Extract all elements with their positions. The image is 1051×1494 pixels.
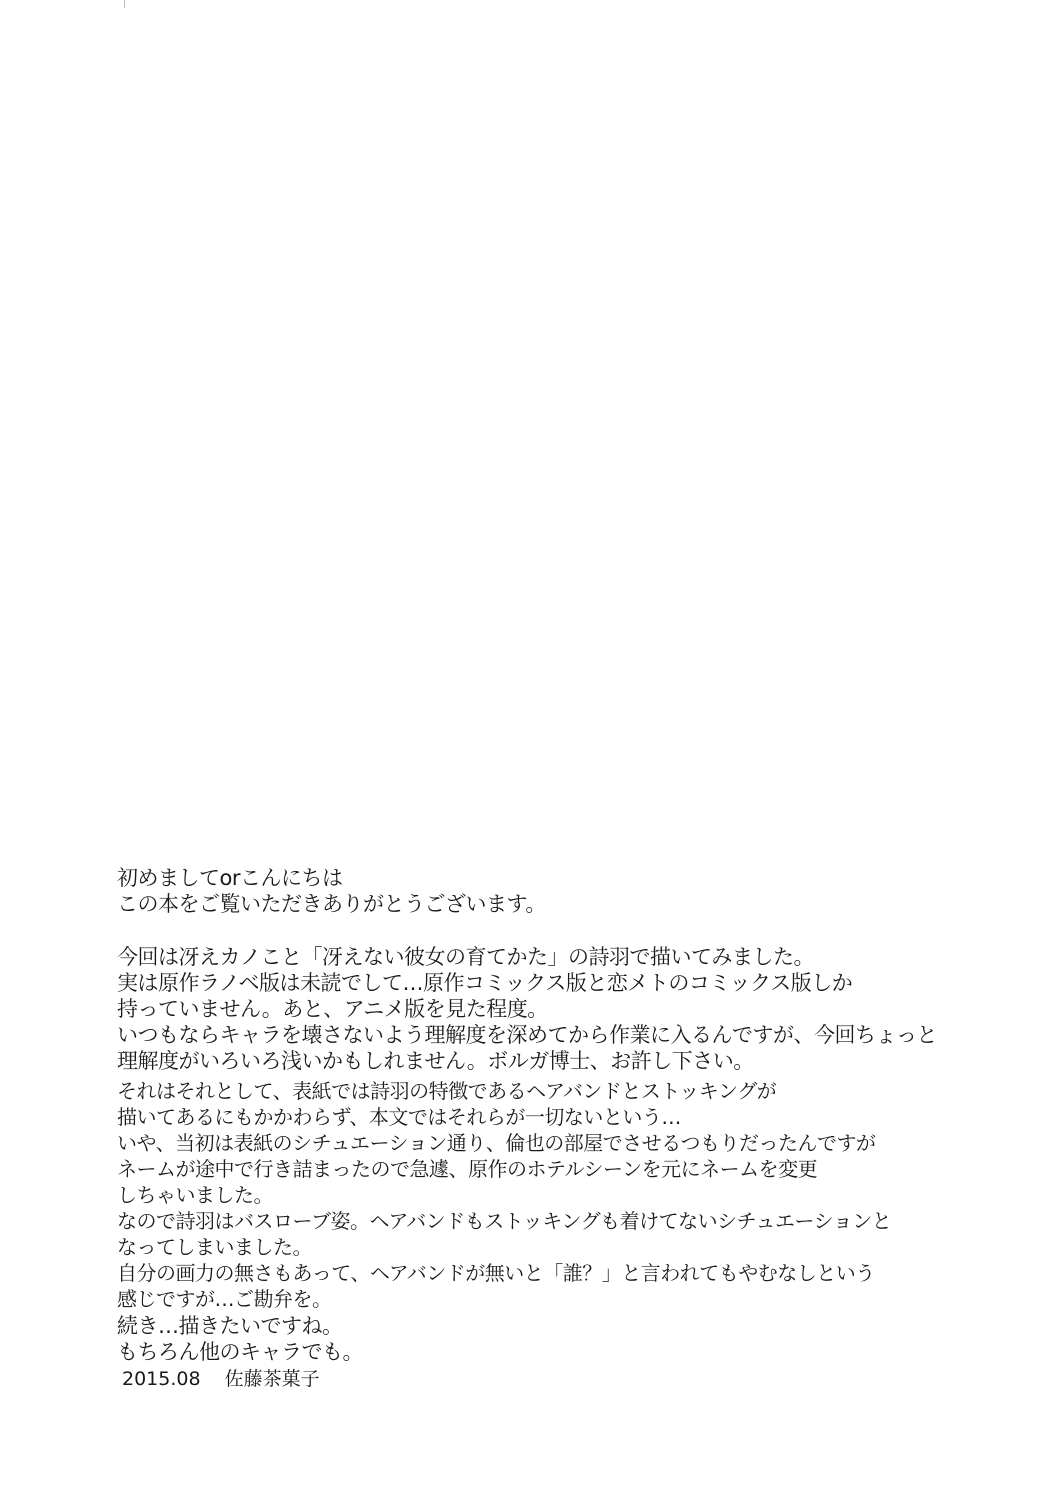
intro-line: 今回は冴えカノこと「冴えない彼女の育てかた」の詩羽で描いてみました。 <box>117 945 814 969</box>
intro-line: いつもならキャラを壊さないよう理解度を深めてから作業に入るんですが、今回ちょっと <box>117 1023 937 1047</box>
body-line: 描いてあるにもかかわらず、本文ではそれらが一切ないという… <box>117 1105 681 1129</box>
body-line: なので詩羽はバスローブ姿。ヘアバンドもストッキングも着けてないシチュエーションと <box>117 1209 892 1233</box>
body-line: 感じですが…ご勘弁を。 <box>117 1287 332 1311</box>
signature <box>122 1366 320 1392</box>
body-line: しちゃいました。 <box>117 1183 273 1207</box>
body-paragraph <box>117 1078 997 1312</box>
body-line: なってしまいました。 <box>117 1235 312 1259</box>
scan-edge-mark <box>124 0 125 8</box>
body-line: いや、当初は表紙のシチュエーション通り、倫也の部屋でさせるつもりだったんですが <box>117 1131 876 1155</box>
closing-line: 続き…描きたいですね。 <box>117 1314 343 1338</box>
signature-author: 佐藤茶菓子 <box>224 1368 320 1390</box>
greeting-paragraph <box>117 865 997 917</box>
intro-line: 理解度がいろいろ浅いかもしれません。ボルガ博士、お許し下さい。 <box>117 1049 754 1073</box>
intro-line: 実は原作ラノベ版は未読でして…原作コミックス版と恋メトのコミックス版しか <box>117 971 853 995</box>
body-line: ネームが途中で行き詰まったので急遽、原作のホテルシーンを元にネームを変更 <box>117 1157 818 1181</box>
greeting-line: 初めましてorこんにちは <box>117 866 343 890</box>
closing-line: もちろん他のキャラでも。 <box>117 1340 363 1364</box>
body-line: それはそれとして、表紙では詩羽の特徴であるヘアバンドとストッキングが <box>117 1079 777 1103</box>
intro-line: 持っていません。あと、アニメ版を見た程度。 <box>117 997 548 1021</box>
signature-date: 2015.08 <box>122 1368 201 1390</box>
closing-paragraph <box>117 1313 997 1365</box>
body-line: 自分の画力の無さもあって、ヘアバンドが無いと「誰？」と言われてもやむなしという <box>117 1261 875 1285</box>
greeting-line: この本をご覧いただきありがとうございます。 <box>117 892 546 916</box>
intro-paragraph <box>117 944 997 1074</box>
